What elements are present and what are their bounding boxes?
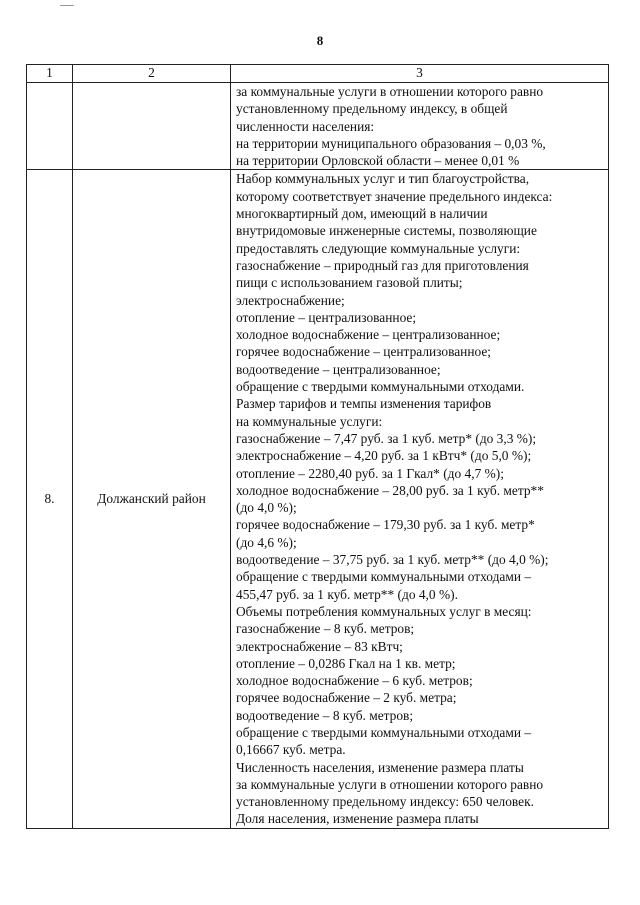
row-number-cell	[27, 170, 73, 828]
row-content-cell	[231, 170, 609, 828]
table-row-continuation	[27, 83, 609, 170]
content-line: на территории муниципального образования – 0,03 %,	[236, 135, 546, 151]
header-col-1: 1	[27, 65, 73, 83]
table-row-dolzhansky	[27, 170, 609, 828]
content-line: электроснабжение – 83 кВтч;	[236, 638, 403, 654]
tariff-table	[26, 64, 609, 829]
content-line: холодное водоснабжение – централизованное;	[236, 327, 501, 343]
content-line: обращение с твердыми коммунальными отходами –	[236, 724, 532, 740]
content-line: многоквартирный дом, имеющий в наличии	[236, 206, 488, 222]
content-line: предоставлять следующие коммунальные услуги:	[236, 240, 521, 256]
content-line: установленному предельному индексу: 650 человек.	[236, 794, 534, 810]
district-name: Должанский район	[97, 491, 206, 507]
content-line: за коммунальные услуги в отношении которого равно	[236, 776, 544, 792]
content-line: Доля населения, изменение размера платы	[236, 811, 479, 827]
content-line: водоотведение – 37,75 руб. за 1 куб. метр** (до 4,0 %);	[236, 552, 549, 568]
scan-artifact-mark	[60, 5, 74, 6]
header-col-3: 3	[231, 65, 609, 83]
content-line: внутридомовые инженерные системы, позволяющие	[236, 223, 537, 239]
content-line: Численность населения, изменение размера платы	[236, 759, 524, 775]
content-line: на коммунальные услуги:	[236, 413, 383, 429]
content-line: горячее водоснабжение – 2 куб. метра;	[236, 690, 457, 706]
content-line: обращение с твердыми коммунальными отходами.	[236, 379, 525, 395]
content-line: пищи с использованием газовой плиты;	[236, 275, 463, 291]
content-line: холодное водоснабжение – 6 куб. метров;	[236, 673, 473, 689]
content-line: водоотведение – 8 куб. метров;	[236, 707, 414, 723]
content-line: отопление – 2280,40 руб. за 1 Гкал* (до 4,7 %);	[236, 465, 504, 481]
content-line: горячее водоснабжение – централизованное;	[236, 344, 492, 360]
content-line: электроснабжение;	[236, 292, 345, 308]
content-line: отопление – 0,0286 Гкал на 1 кв. метр;	[236, 655, 456, 671]
content-line: отопление – централизованное;	[236, 309, 417, 325]
content-line: газоснабжение – 8 куб. метров;	[236, 621, 415, 637]
header-col-2: 2	[73, 65, 231, 83]
content-line: на территории Орловской области – менее 0,01 %	[236, 153, 520, 169]
content-line: водоотведение – централизованное;	[236, 361, 441, 377]
row-name-cell	[73, 170, 231, 828]
row-name-cell	[73, 83, 231, 170]
content-line: холодное водоснабжение – 28,00 руб. за 1 куб. метр**	[236, 482, 544, 498]
content-line: (до 4,6 %);	[236, 534, 297, 550]
content-line: электроснабжение – 4,20 руб. за 1 кВтч* (до 5,0 %);	[236, 448, 532, 464]
content-line: 0,16667 куб. метра.	[236, 742, 346, 758]
content-line: Объемы потребления коммунальных услуг в месяц:	[236, 603, 532, 619]
content-line: газоснабжение – 7,47 руб. за 1 куб. метр* (до 3,3 %);	[236, 430, 537, 446]
content-line: газоснабжение – природный газ для приготовления	[236, 257, 529, 273]
row-number-cell	[27, 83, 73, 170]
content-line: (до 4,0 %);	[236, 500, 297, 516]
content-line: за коммунальные услуги в отношении которого равно	[236, 84, 544, 99]
table-header-row	[27, 65, 609, 83]
content-line: 455,47 руб. за 1 куб. метр** (до 4,0 %).	[236, 586, 458, 602]
page-number: 8	[316, 33, 324, 48]
row-number: 8.	[44, 491, 55, 507]
content-line: обращение с твердыми коммунальными отходами –	[236, 569, 532, 585]
content-line: Размер тарифов и темпы изменения тарифов	[236, 396, 492, 412]
row-content-cell	[231, 83, 609, 170]
content-line: горячее водоснабжение – 179,30 руб. за 1 куб. метр*	[236, 517, 535, 533]
content-line: которому соответствует значение предельного индекса:	[236, 188, 553, 204]
content-line: установленному предельному индексу, в общей	[236, 101, 508, 117]
content-line: Набор коммунальных услуг и тип благоустройства,	[236, 171, 530, 187]
content-line: численности населения:	[236, 118, 375, 134]
